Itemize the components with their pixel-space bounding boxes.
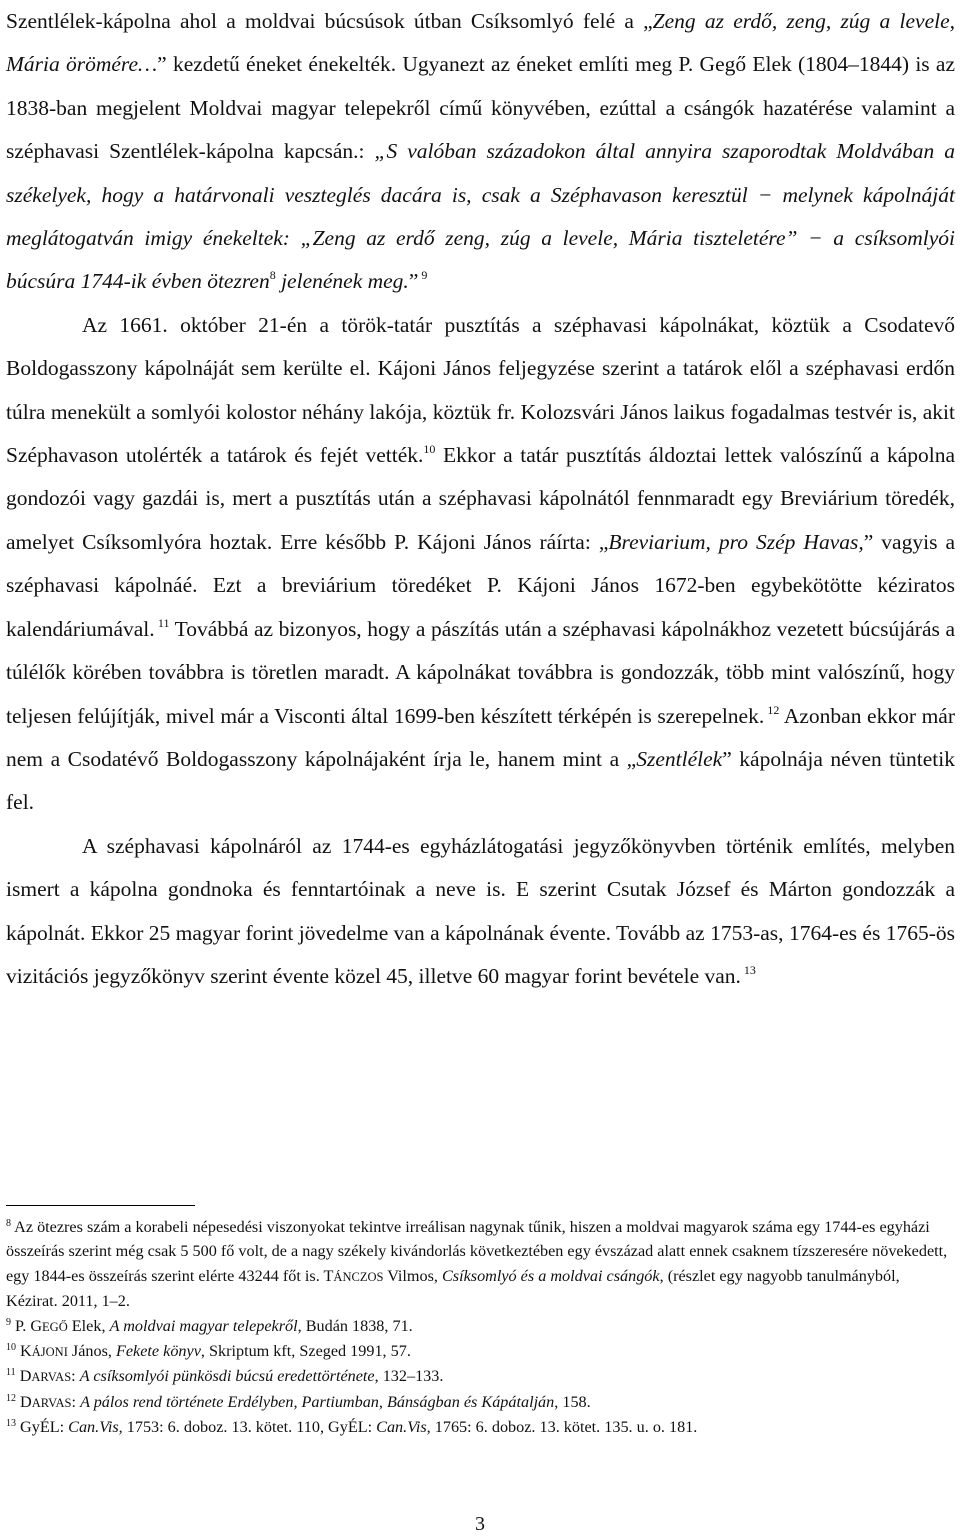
paragraph-2-text: ” kápolnája néven tüntetik fel. bbox=[6, 746, 955, 815]
song-title: Zeng az erdő, zeng, zúg a levele, Mária örömére… bbox=[6, 9, 955, 77]
footnote-9 bbox=[6, 1314, 955, 1339]
footnote-ref-9[interactable]: 9 bbox=[418, 268, 428, 283]
work-title: Can.Vis, bbox=[68, 1418, 123, 1437]
page-number: 3 bbox=[475, 1513, 485, 1535]
paragraph-1-text: Szentlélek-kápolna ahol a moldvai búcsúsok útban Csíksomlyó felé a „ bbox=[6, 9, 653, 33]
breviarium-title: Breviarium, pro Szép Havas, bbox=[608, 529, 864, 554]
block-quote: „S valóban századokon által annyira szaporodtak Moldvában a székelyek, hogy a határvonali veszteglés dacára is, csak a Széphavason keresztül − melynek kápolnáját meglátogatván imigy énekeltek: „Zeng az erdő zeng, zúg a levele, Mária tiszteletére” − a csíksomlyói búcsúra 1744-ik évben ötezren bbox=[6, 139, 956, 294]
footnote-12 bbox=[6, 1390, 955, 1415]
footnote-text: Elek, bbox=[67, 1316, 110, 1335]
paragraph-1 bbox=[6, 0, 955, 304]
footnote-ref-13[interactable]: 13 bbox=[740, 962, 756, 977]
work-title: A csíksomlyói pünkösdi búcsú eredettörténete bbox=[79, 1367, 375, 1386]
footnote-text: : bbox=[71, 1367, 80, 1386]
footnote-divider bbox=[6, 1205, 195, 1206]
footnote-text: P. G bbox=[11, 1316, 43, 1335]
footnote-text: , (részlet egy nagyobb tanulmányból, Kézirat. 2011, 1–2. bbox=[6, 1266, 900, 1311]
footnote-13 bbox=[6, 1415, 955, 1439]
footnote-text: : bbox=[71, 1392, 81, 1411]
footnote-text: D bbox=[16, 1392, 32, 1411]
work-title: A pálos rend története Erdélyben, Partiumban, Bánságban és Kápátalján bbox=[80, 1392, 555, 1411]
paragraph-1-text: ” kezdetű éneket énekelték. Ugyanezt az éneket említi meg P. Gegő Elek (1804–1844) is az 1838-ban megjelent Moldvai magyar telepekről című könyvében, ezúttal a csángók hazatérése valamint a széphavasi Szentlélek-kápolna kapcsán.: bbox=[6, 52, 955, 164]
work-title: Fekete könyv bbox=[115, 1342, 201, 1361]
footnote-text: GyÉL: bbox=[16, 1418, 69, 1437]
footnote-text: János, bbox=[67, 1342, 116, 1361]
footnote-10 bbox=[6, 1339, 955, 1364]
paragraph-2-text: ” vagyis a széphavasi kápolnáé. Ezt a breviárium töredéket P. Kájoni János 1672-ben egybekötötte kéziratos kalendáriumával. bbox=[6, 529, 955, 641]
quote-close: ” bbox=[408, 269, 419, 294]
footnote-text: , 158. bbox=[554, 1392, 591, 1411]
footnote-text: Az ötezres szám a korabeli népesedési viszonyokat tekintve irreálisan nagynak tűnik, hiszen a moldvai magyarok száma egy 1744-es egyházi összeírás szerint még csak 5 500 fő volt, de a nagy székely kivándorlás következtében egy évszázad alatt ennek csaknem tízszeresére növekedett, egy 1844-es összeírás szerint elérte 43244 főt is. T bbox=[6, 1218, 948, 1285]
footnote-text: 1753: 6. doboz. 13. kötet. 110, GyÉL: bbox=[122, 1418, 377, 1437]
footnote-number: 10 bbox=[6, 1342, 16, 1354]
footnote-text: , Budán 1838, 71. bbox=[297, 1316, 413, 1335]
footnote-8 bbox=[6, 1215, 955, 1314]
paragraph-2 bbox=[6, 304, 955, 825]
footnote-text: D bbox=[15, 1367, 32, 1386]
footnote-text: , Skriptum kft, Szeged 1991, 57. bbox=[200, 1342, 411, 1361]
author-surname: EGŐ bbox=[42, 1319, 68, 1334]
work-title: Csíksomlyó és a moldvai csángók bbox=[441, 1266, 660, 1285]
footnote-number: 13 bbox=[6, 1418, 16, 1430]
footnote-number: 11 bbox=[6, 1367, 16, 1379]
footnote-number: 8 bbox=[6, 1218, 11, 1229]
author-surname: ARVAS bbox=[31, 1370, 72, 1385]
footnotes bbox=[6, 1215, 955, 1440]
paragraph-3-text: A széphavasi kápolnáról az 1744-es egyházlátogatási jegyzőkönyvben történik említés, melyben ismert a kápolna gondnoka és fenntartóinak a neve is. E szerint Csutak József és Márton gondozzák a kápolnát. Ekkor 25 magyar forint jövedelme van a kápolnának évente. Tovább az 1753-as, 1764-es és 1765-ös vizitációs jegyzőkönyv szerint évente közel 45, illetve 60 magyar forint bevétele van. bbox=[6, 833, 955, 988]
paragraph-2-text: Továbbá az bizonyos, hogy a pászítás után a széphavasi kápolnákhoz vezetett búcsújárás a túlélők körében továbbra is töretlen maradt. A kápolnákat továbbra is gondozzák, több mint valószínű, hogy teljesen felújítják, mivel már a Visconti által 1699-ben készített térképén is szerepelnek. bbox=[6, 616, 955, 728]
footnote-ref-8[interactable]: 8 bbox=[269, 268, 276, 283]
footnote-text: Vilmos, bbox=[383, 1266, 442, 1285]
paragraph-2-text: Ekkor a tatár pusztítás áldoztai lettek valószínű a kápolna gondozói vagy gazdái is, mert a pusztítás után a széphavasi kápolnától fennmaradt egy Breviárium töredék, amelyet Csíksomlyóra hoztak. Erre később P. Kájoni János ráírta: „ bbox=[6, 443, 956, 554]
work-title: A moldvai magyar telepekről bbox=[109, 1316, 298, 1335]
footnote-text: K bbox=[16, 1342, 32, 1361]
footnote-number: 12 bbox=[6, 1392, 16, 1404]
body-text bbox=[6, 0, 955, 998]
paragraph-3 bbox=[6, 825, 955, 999]
footnote-ref-11[interactable]: 11 bbox=[154, 615, 170, 630]
footnote-number: 9 bbox=[6, 1316, 11, 1328]
paragraph-2-text: Az 1661. október 21-én a török-tatár pusztítás a széphavasi kápolnákat, köztük a Csodatevő Boldogasszony kápolnáját sem kerülte el. Kájoni János feljegyzése szerint a tatárok elől a széphavasi erdőn túlra menekült a somlyói kolostor néhány lakója, köztük fr. Kolozsvári János laikus fogadalmas testvér is, akit Széphavason utolérték a tatárok és fejét vették. bbox=[6, 312, 955, 468]
author-surname: ARVAS bbox=[31, 1395, 72, 1410]
block-quote: jelenének meg. bbox=[275, 269, 409, 294]
footnote-ref-10[interactable]: 10 bbox=[423, 442, 436, 457]
work-title: Can.Vis, bbox=[376, 1418, 431, 1437]
author-surname: ÁNCZOS bbox=[333, 1269, 384, 1284]
author-surname: ÁJONI bbox=[31, 1345, 68, 1360]
paragraph-2-text: Azonban ekkor már nem a Csodatévő Boldogasszony kápolnájaként írja le, hanem mint a „ bbox=[6, 703, 955, 771]
footnote-ref-12[interactable]: 12 bbox=[764, 702, 780, 717]
footnote-text: , 132–133. bbox=[374, 1367, 444, 1386]
szentlelek-name: Szentlélek bbox=[636, 746, 723, 771]
footnote-text: 1765: 6. doboz. 13. kötet. 135. u. o. 181. bbox=[430, 1418, 698, 1437]
footnote-11 bbox=[6, 1364, 955, 1389]
